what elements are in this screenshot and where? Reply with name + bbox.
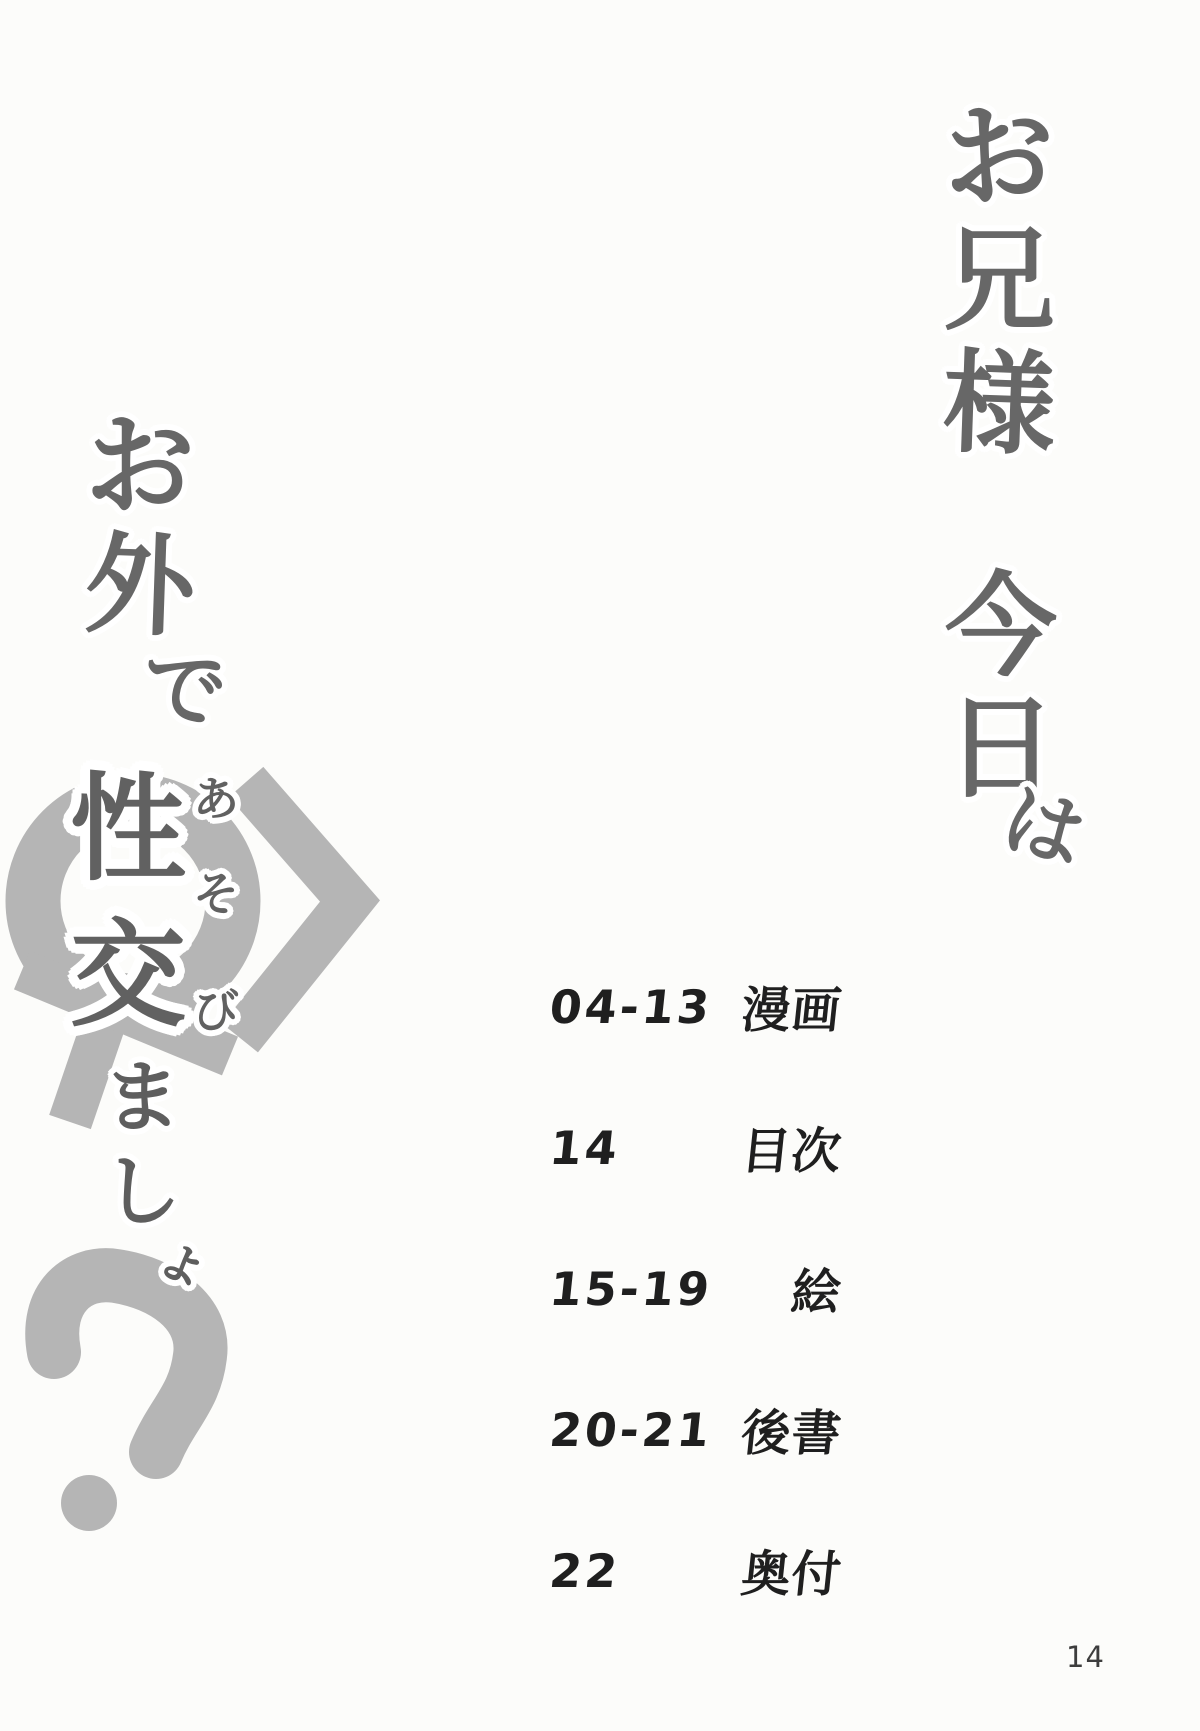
- title-left-furigana: あ そ び: [193, 772, 239, 1038]
- toc-row: [523, 1077, 850, 1218]
- toc-label: 奥付: [738, 1545, 845, 1603]
- toc-label: 絵: [788, 1263, 845, 1321]
- toc-pages: 04-13: [547, 979, 715, 1034]
- question-mark-dot: [61, 1475, 117, 1531]
- toc-label: 漫画: [738, 981, 845, 1039]
- toc-row: [523, 936, 850, 1077]
- toc-pages: 22: [547, 1543, 623, 1598]
- title-right-particle: は: [991, 770, 1097, 885]
- toc-label: 後書: [738, 1404, 845, 1462]
- toc-row: [523, 1359, 850, 1500]
- question-mark-graphic: [52, 1275, 200, 1531]
- toc-pages: 15-19: [547, 1261, 715, 1316]
- title-right-main: お 兄 様: [939, 89, 1059, 472]
- toc-row: [523, 1500, 850, 1641]
- title-left-intro: お 外 で: [82, 402, 233, 744]
- page-number: 14: [1066, 1640, 1105, 1674]
- toc-label: 目次: [738, 1122, 845, 1180]
- title-left-tail: ま し ょ: [102, 1053, 224, 1302]
- toc-row: [523, 1218, 850, 1359]
- toc-pages: 14: [547, 1120, 623, 1175]
- title-left-kanji: 性 交: [70, 762, 186, 1043]
- toc-pages: 20-21: [547, 1402, 715, 1457]
- title-right-sub: 今 日: [945, 562, 1057, 814]
- question-mark-hook: [52, 1275, 200, 1452]
- table-of-contents: [530, 936, 845, 1641]
